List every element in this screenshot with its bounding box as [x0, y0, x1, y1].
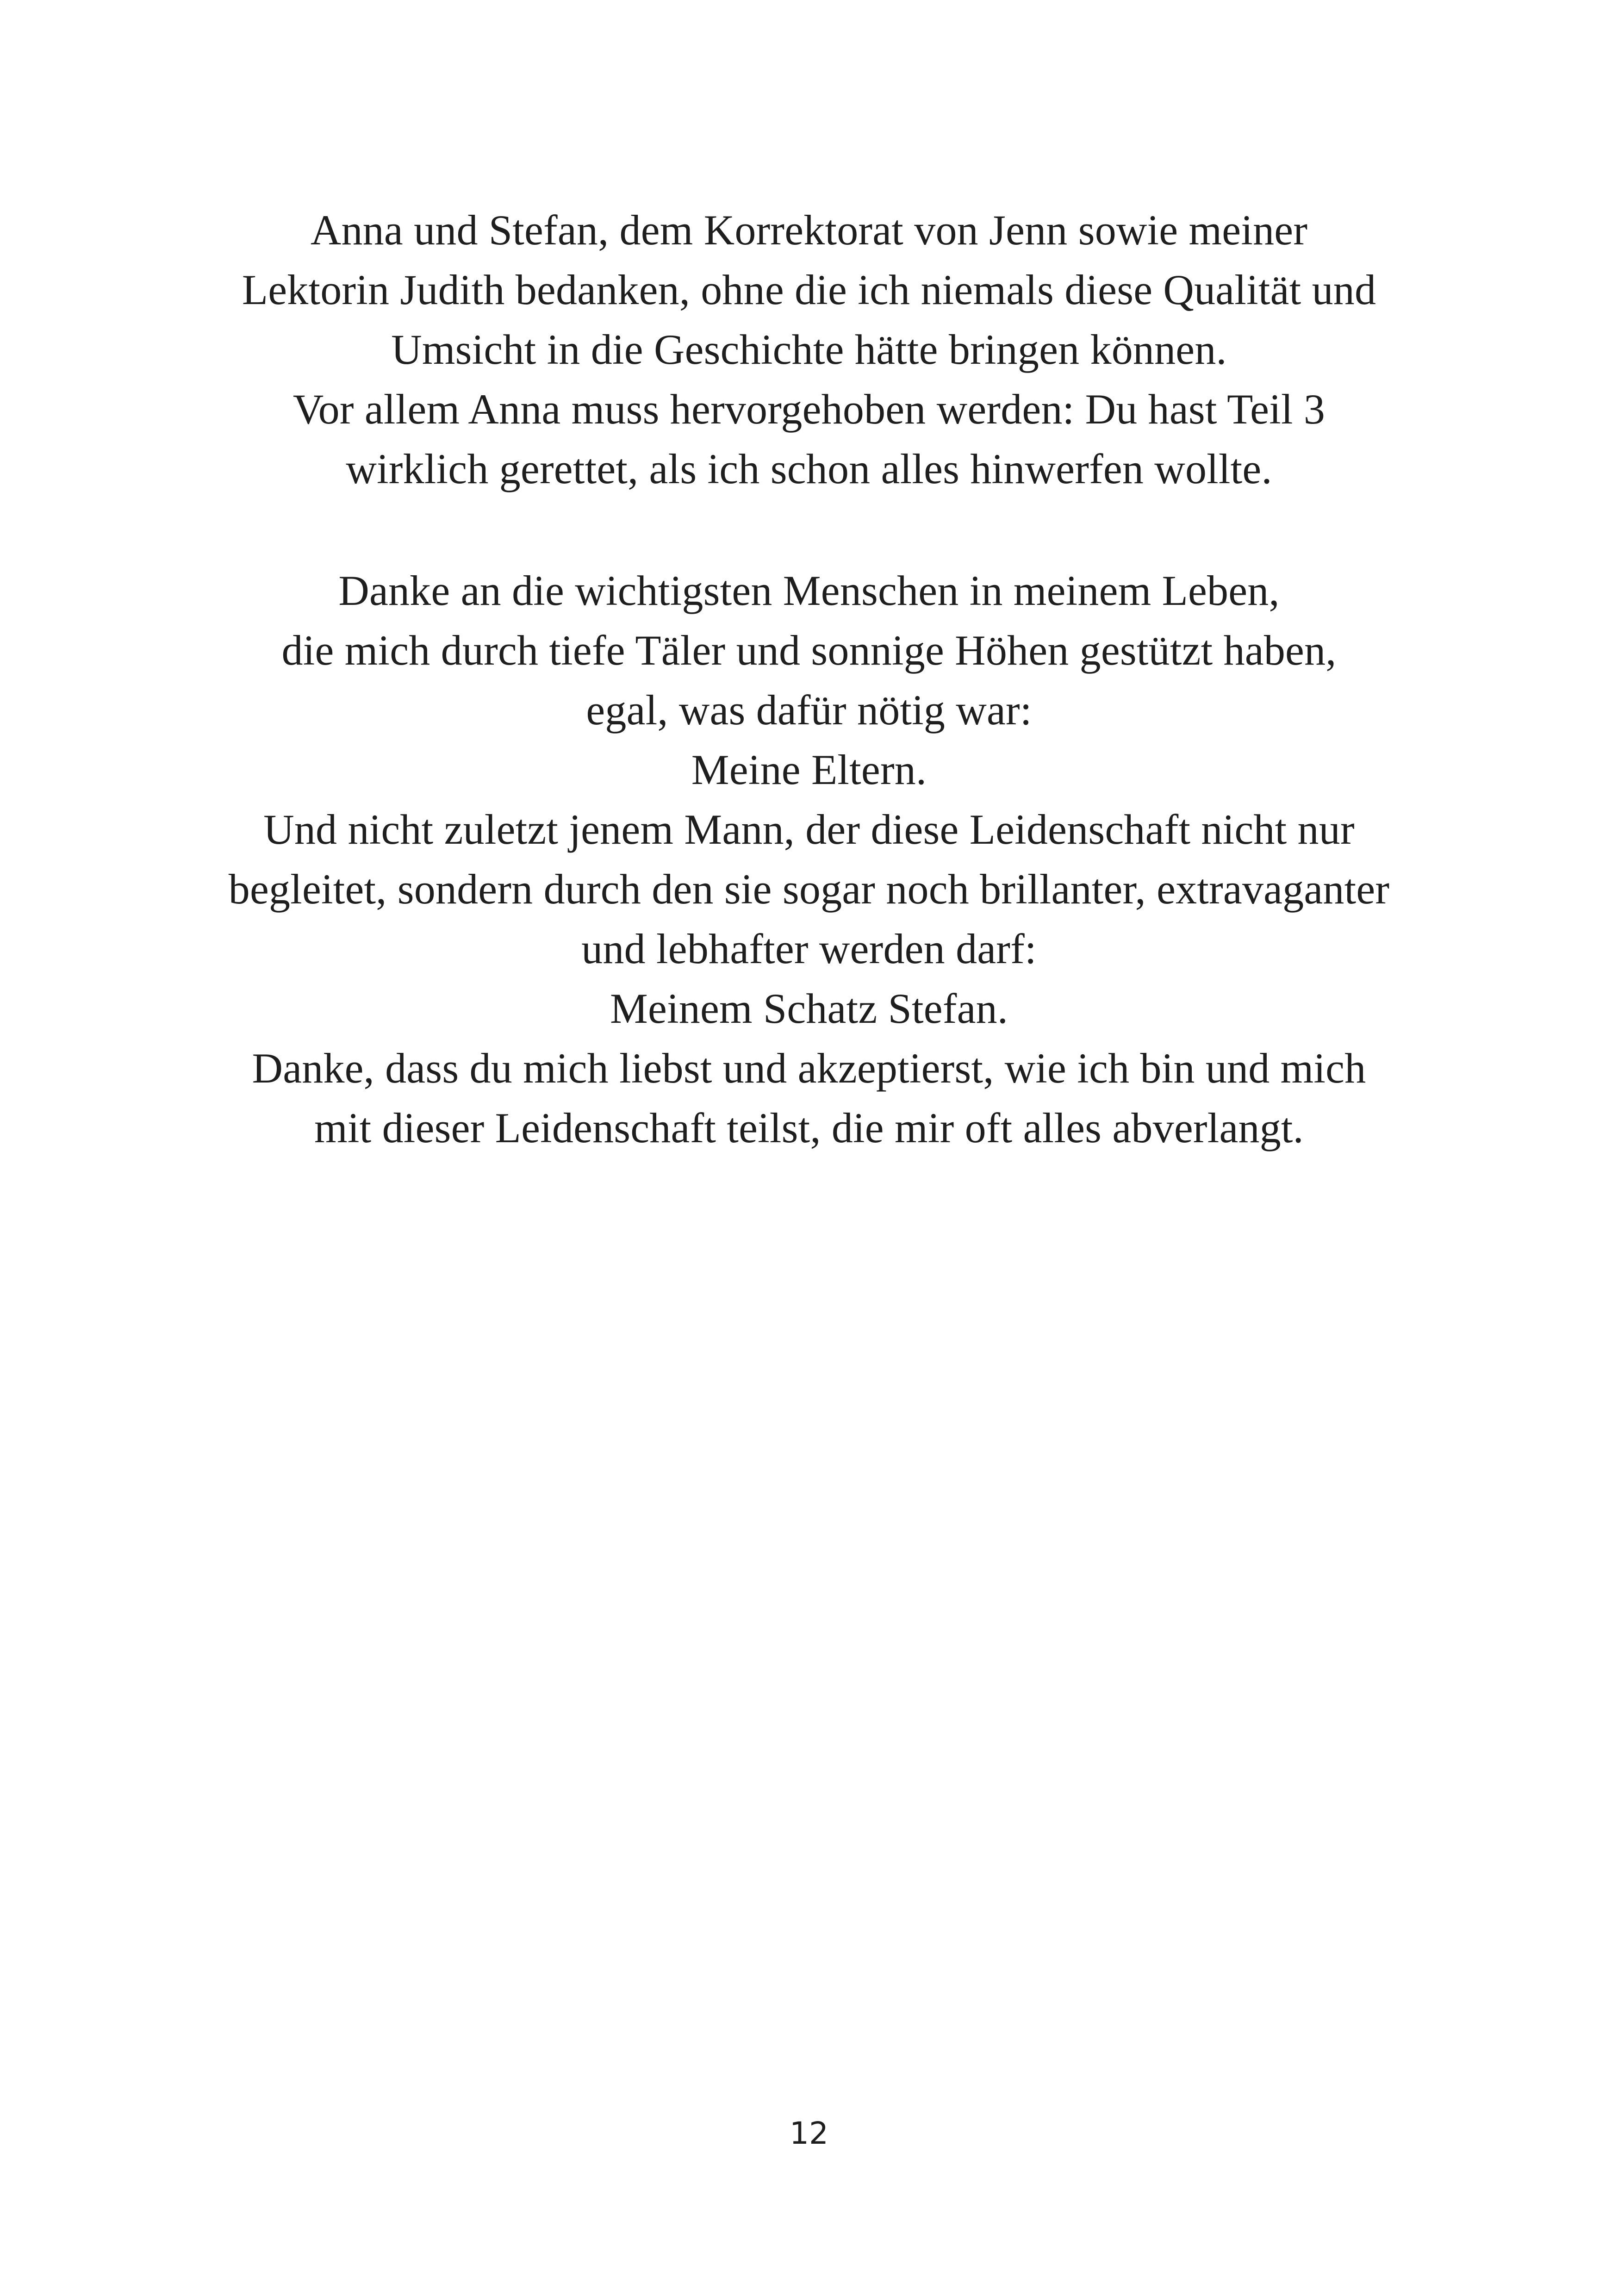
text-line: Danke, dass du mich liebst und akzeptierst, wie ich bin und mich — [252, 1045, 1366, 1092]
text-line: Meine Eltern. — [691, 746, 927, 793]
paragraph-acknowledgements-family — [139, 561, 1479, 1158]
text-line: Und nicht zuletzt jenem Mann, der diese Leidenschaft nicht nur — [263, 806, 1355, 853]
text-line: Meinem Schatz Stefan. — [610, 985, 1008, 1032]
text-line: egal, was dafür nötig war: — [586, 686, 1032, 734]
text-line: wirklich gerettet, als ich schon alles hinwerfen wollte. — [346, 445, 1272, 492]
text-line: Danke an die wichtigsten Menschen in meinem Leben, — [338, 567, 1280, 614]
text-line: mit dieser Leidenschaft teilst, die mir oft alles abverlangt. — [314, 1104, 1304, 1151]
text-line: Anna und Stefan, dem Korrektorat von Jenn sowie meiner — [310, 206, 1308, 254]
text-line: Lektorin Judith bedanken, ohne die ich niemals diese Qualität und — [242, 266, 1376, 313]
text-line: Vor allem Anna muss hervorgehoben werden: Du hast Teil 3 — [292, 386, 1326, 433]
page-number: 12 — [790, 2116, 828, 2151]
paragraph-acknowledgements-editors — [139, 200, 1479, 499]
text-line: Umsicht in die Geschichte hätte bringen können. — [391, 326, 1227, 373]
text-line: die mich durch tiefe Täler und sonnige Höhen gestützt haben, — [281, 627, 1337, 674]
text-line: und lebhafter werden darf: — [581, 925, 1037, 972]
text-line: begleitet, sondern durch den sie sogar noch brillanter, extravaganter — [228, 865, 1390, 913]
